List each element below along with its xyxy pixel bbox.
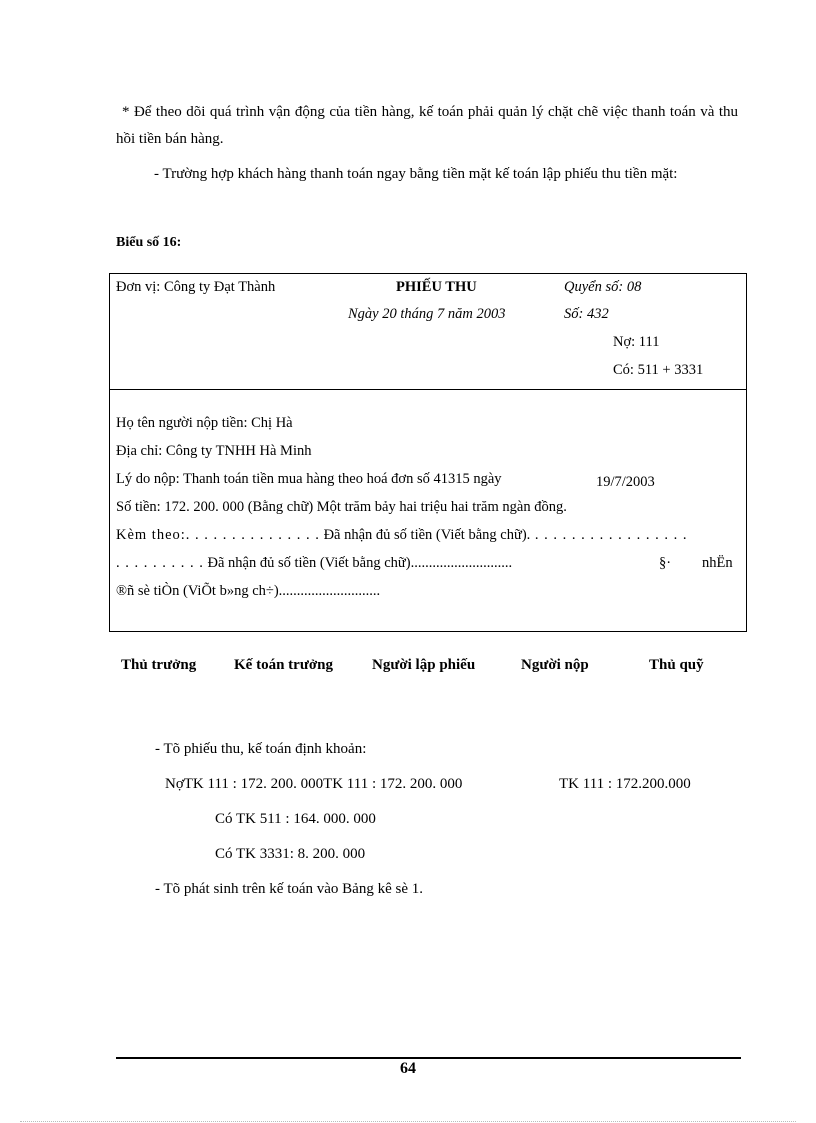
entries-debit: NợTK 111 : 172. 200. 000TK 111 : 172. 200. 000 bbox=[165, 776, 463, 792]
entries-intro: - Tõ phiếu thu, kế toán định khoản: bbox=[155, 741, 367, 757]
receipt-payer: Họ tên người nộp tiền: Chị Hà bbox=[116, 415, 293, 431]
receipt-line3: ®ñ sè tiÒn (ViÕt b»ng ch÷)............................ bbox=[116, 583, 381, 599]
receipt-unit: Đơn vị: Công ty Đạt Thành bbox=[116, 279, 276, 295]
signature-preparer: Người lập phiếu bbox=[372, 657, 476, 673]
attached-dots: . . . . . . . . . . . . . . . . . bbox=[530, 527, 688, 543]
attached-received: Đã nhận đủ số tiền (Viết bằng chữ). bbox=[319, 527, 531, 543]
entries-closing: - Tõ phát sinh trên kế toán vào Bảng kê sè 1. bbox=[155, 881, 423, 897]
receipt-line2 bbox=[116, 555, 512, 572]
entries-debit-alt: TK 111 : 172.200.000 bbox=[559, 776, 691, 792]
receipt-reason-date: 19/7/2003 bbox=[596, 474, 655, 490]
page-number: 64 bbox=[400, 1060, 416, 1077]
receipt-date: Ngày 20 tháng 7 năm 2003 bbox=[348, 306, 506, 322]
receipt-line2-end: nhËn bbox=[702, 555, 733, 571]
receipt-number: Số: 432 bbox=[564, 306, 609, 322]
receipt-debit: Nợ: 111 bbox=[613, 334, 660, 350]
entries-credit-511: Có TK 511 : 164. 000. 000 bbox=[215, 811, 376, 827]
attached-prefix: Kèm theo:. . . . . . . . . . . . . . . bbox=[116, 527, 320, 543]
signature-payer: Người nộp bbox=[521, 657, 589, 673]
receipt-title: PHIẾU THU bbox=[396, 279, 477, 295]
receipt-address: Địa chỉ: Công ty TNHH Hà Minh bbox=[116, 443, 312, 459]
receipt-amount: Số tiền: 172. 200. 000 (Bằng chữ) Một trăm bảy hai triệu hai trăm ngàn đồng. bbox=[116, 499, 567, 515]
signature-director: Thủ trưởng bbox=[121, 657, 197, 673]
receipt-box bbox=[109, 273, 747, 632]
line2-text: Đã nhận đủ số tiền (Viết bằng chữ)............................ bbox=[203, 555, 513, 571]
signature-cashier: Thủ quỹ bbox=[649, 657, 704, 673]
intro-paragraph-1: * Để theo dõi quá trình vận động của tiền hàng, kế toán phải quản lý chặt chẽ việc thanh toán và thu hồi tiền bán hàng. bbox=[116, 104, 738, 147]
signature-chief-accountant: Kế toán trưởng bbox=[234, 657, 333, 673]
line2-prefix: . . . . . . . . . . bbox=[116, 555, 204, 571]
intro-paragraph-2: - Trường hợp khách hàng thanh toán ngay bằng tiền mặt kế toán lập phiếu thu tiền mặt: bbox=[154, 166, 678, 182]
receipt-book-no: Quyển số: 08 bbox=[564, 279, 642, 295]
entries-credit-3331: Có TK 3331: 8. 200. 000 bbox=[215, 846, 366, 862]
receipt-attached bbox=[116, 527, 688, 544]
receipt-credit: Có: 511 + 3331 bbox=[613, 362, 704, 378]
receipt-line2-symbol: §· bbox=[659, 555, 672, 571]
receipt-reason: Lý do nộp: Thanh toán tiền mua hàng theo hoá đơn số 41315 ngày bbox=[116, 471, 502, 487]
page-edge bbox=[20, 1121, 796, 1122]
footer-rule bbox=[116, 1057, 741, 1059]
receipt-divider bbox=[110, 389, 746, 390]
table-caption: Biểu số 16: bbox=[116, 235, 182, 250]
